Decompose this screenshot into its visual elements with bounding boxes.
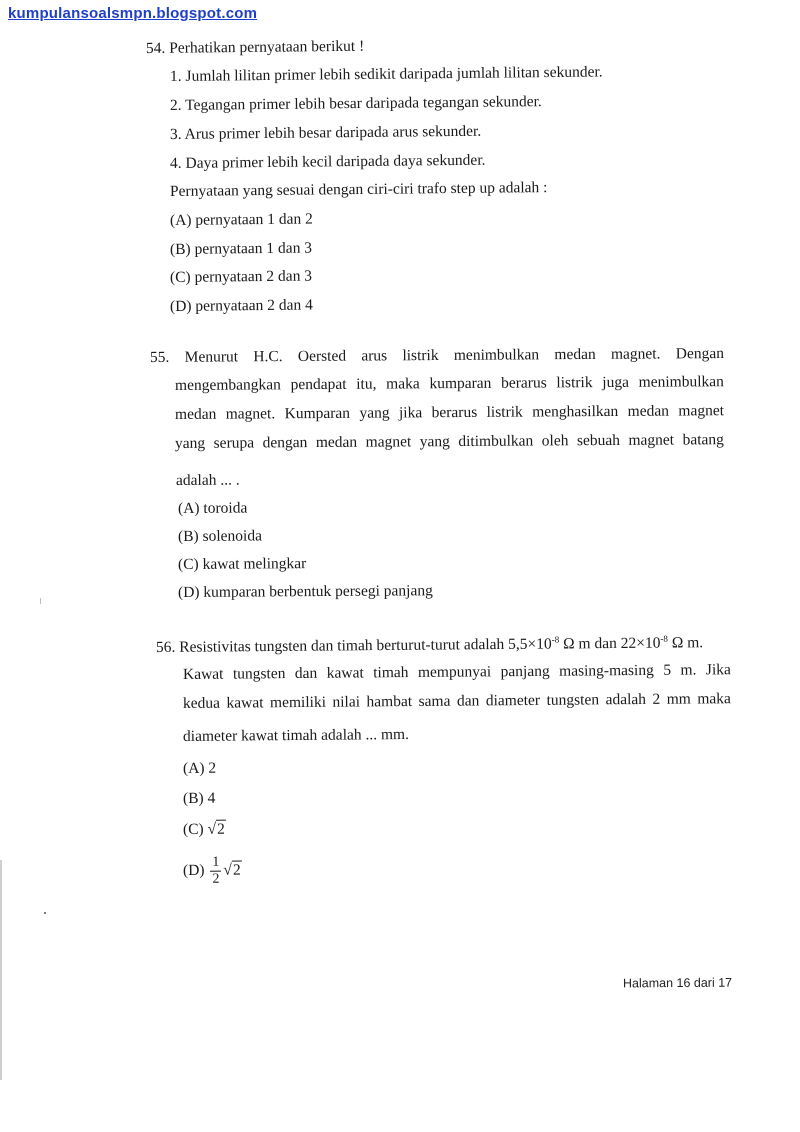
q56-line-1: 56. Resistivitas tungsten dan timah berturut-turut adalah $5,5\times 10^{-8}$ Ω m dan $22\times 10^{-8}$ Ω m. (155, 633, 704, 656)
q55-option-b: (B) solenoida (177, 527, 263, 545)
q56-option-b: (B) 4 (182, 789, 216, 807)
q54-option-a: (A) pernyataan 1 dan 2 (169, 210, 313, 229)
q55-line-2: mengembangkan pendapat itu, maka kumparan berarus listrik juga menimbulkan (174, 373, 724, 394)
scan-edge (0, 860, 2, 1080)
watermark-link[interactable]: kumpulansoalsmpn.blogspot.com (8, 5, 258, 22)
q56-line-2: Kawat tungsten dan kawat timah mempunyai panjang masing-masing 5 m. Jika (182, 661, 731, 683)
q54-option-d: (D) pernyataan 2 dan 4 (169, 296, 313, 315)
q55-line-3: medan magnet. Kumparan yang jika berarus listrik menghasilkan medan magnet (174, 402, 725, 423)
q55-line-4: yang serupa dengan medan magnet yang ditimbulkan oleh sebuah magnet batang (174, 431, 724, 452)
q56-option-a: (A) 2 (182, 759, 217, 777)
q54-stem: 54. Perhatikan pernyataan berikut ! (145, 37, 365, 57)
q54-statement-1: 1. Jumlah lilitan primer lebih sedikit daripada jumlah lilitan sekunder. (169, 63, 603, 85)
q56-line-4: diameter kawat timah adalah ... mm. (182, 726, 410, 745)
q54-option-c: (C) pernyataan 2 dan 3 (169, 267, 313, 286)
q56-option-d: (D) $\frac{1}{2}$ √2 (182, 854, 241, 887)
q56-line-3: kedua kawat memiliki nilai hambat sama dan diameter tungsten adalah 2 mm maka (182, 690, 731, 712)
q55-option-a: (A) toroida (177, 499, 248, 517)
q55-option-c: (C) kawat melingkar (177, 555, 307, 573)
q54-question: Pernyataan yang sesuai dengan ciri-ciri trafo step up adalah : (169, 179, 548, 200)
sqrt-symbol: √2 (223, 861, 241, 879)
q55-line-1: 55. Menurut H.C. Oersted arus listrik menimbulkan medan magnet. Dengan (149, 344, 724, 366)
q55-option-d: (D) kumparan berbentuk persegi panjang (177, 582, 433, 601)
scan-speck (44, 912, 46, 914)
q56-option-c: (C) √2 (182, 820, 225, 838)
page-footer: Halaman 16 dari 17 (622, 975, 733, 991)
q54-statement-2: 2. Tegangan primer lebih besar daripada tegangan sekunder. (169, 93, 542, 114)
fraction: $\frac{1}{2}$ (212, 854, 220, 887)
q54-statement-4: 4. Daya primer lebih kecil daripada daya sekunder. (169, 151, 486, 172)
q54-option-b: (B) pernyataan 1 dan 3 (169, 239, 313, 258)
q54-statement-3: 3. Arus primer lebih besar daripada arus sekunder. (169, 122, 482, 143)
q55-line-5: adalah ... . (175, 471, 240, 489)
sqrt-symbol: √2 (207, 820, 225, 838)
scan-speck (40, 598, 41, 604)
